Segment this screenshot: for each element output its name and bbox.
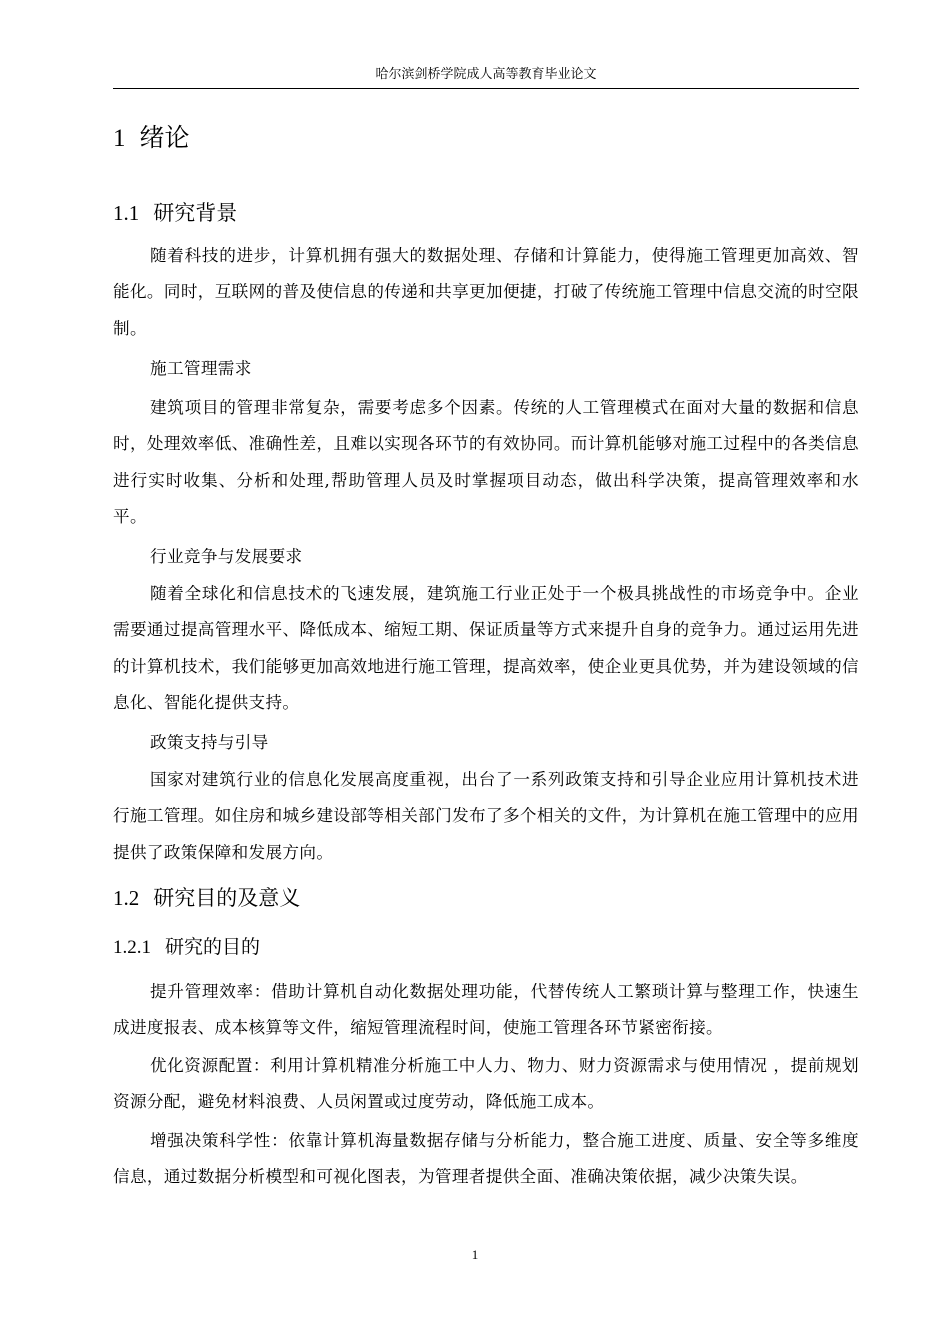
paragraph: 随着科技的进步，计算机拥有强大的数据处理、存储和计算能力，使得施工管理更加高效、智能化。同时，互联网的普及使信息的传递和共享更加便捷，打破了传统施工管理中信息交流的时空限制。: [113, 246, 859, 338]
page-header: 哈尔滨剑桥学院成人高等教育毕业论文: [375, 67, 597, 82]
section-number: 1.1: [113, 201, 140, 225]
paragraph: 随着全球化和信息技术的飞速发展，建筑施工行业正处于一个极具挑战性的市场竞争中。企业需要通过提高管理水平、降低成本、缩短工期、保证质量等方式来提升自身的竞争力。通过运用先进的计算机技术，我们能够更加高效地进行施工管理，提高效率，使企业更具优势，并为建设领域的信息化、智能化提供支持。: [113, 584, 859, 713]
subheading: 行业竞争与发展要求: [150, 547, 303, 566]
paragraph: 提升管理效率：借助计算机自动化数据处理功能，代替传统人工繁琐计算与整理工作，快速生成进度报表、成本核算等文件，缩短管理流程时间，使施工管理各环节紧密衔接。: [113, 982, 859, 1038]
chapter-heading: [113, 120, 190, 157]
subheading: 政策支持与引导: [150, 733, 269, 752]
header-rule: [113, 88, 859, 89]
chapter-title: 绪论: [139, 123, 190, 152]
chapter-number: 1: [113, 125, 126, 152]
paragraph: 增强决策科学性：依靠计算机海量数据存储与分析能力，整合施工进度、质量、安全等多维度信息，通过数据分析模型和可视化图表，为管理者提供全面、准确决策依据，减少决策失误。: [113, 1131, 859, 1187]
section-1-2-heading: [113, 882, 300, 914]
paragraph: 国家对建筑行业的信息化发展高度重视，出台了一系列政策支持和引导企业应用计算机技术进行施工管理。如住房和城乡建设部等相关部门发布了多个相关的文件，为计算机在施工管理中的应用提供了政策保障和发展方向。: [113, 770, 859, 862]
page-number: 1: [471, 1247, 479, 1262]
paragraph: 建筑项目的管理非常复杂，需要考虑多个因素。传统的人工管理模式在面对大量的数据和信息时，处理效率低、准确性差，且难以实现各环节的有效协同。而计算机能够对施工过程中的各类信息进行实时收集、分析和处理,帮助管理人员及时掌握项目动态，做出科学决策，提高管理效率和水平。: [113, 398, 859, 527]
section-1-1-heading: [113, 197, 237, 229]
section-number: 1.2: [113, 886, 140, 910]
section-1-2-1-heading: [113, 933, 260, 962]
section-title: 研究背景: [153, 201, 238, 225]
section-title: 研究目的及意义: [153, 886, 301, 910]
paragraph: 优化资源配置：利用计算机精准分析施工中人力、物力、财力资源需求与使用情况 ，提前规划资源分配，避免材料浪费、人员闲置或过度劳动，降低施工成本。: [113, 1056, 859, 1112]
section-title: 研究的目的: [165, 936, 261, 958]
section-number: 1.2.1: [113, 937, 151, 958]
subheading: 施工管理需求: [150, 359, 252, 378]
